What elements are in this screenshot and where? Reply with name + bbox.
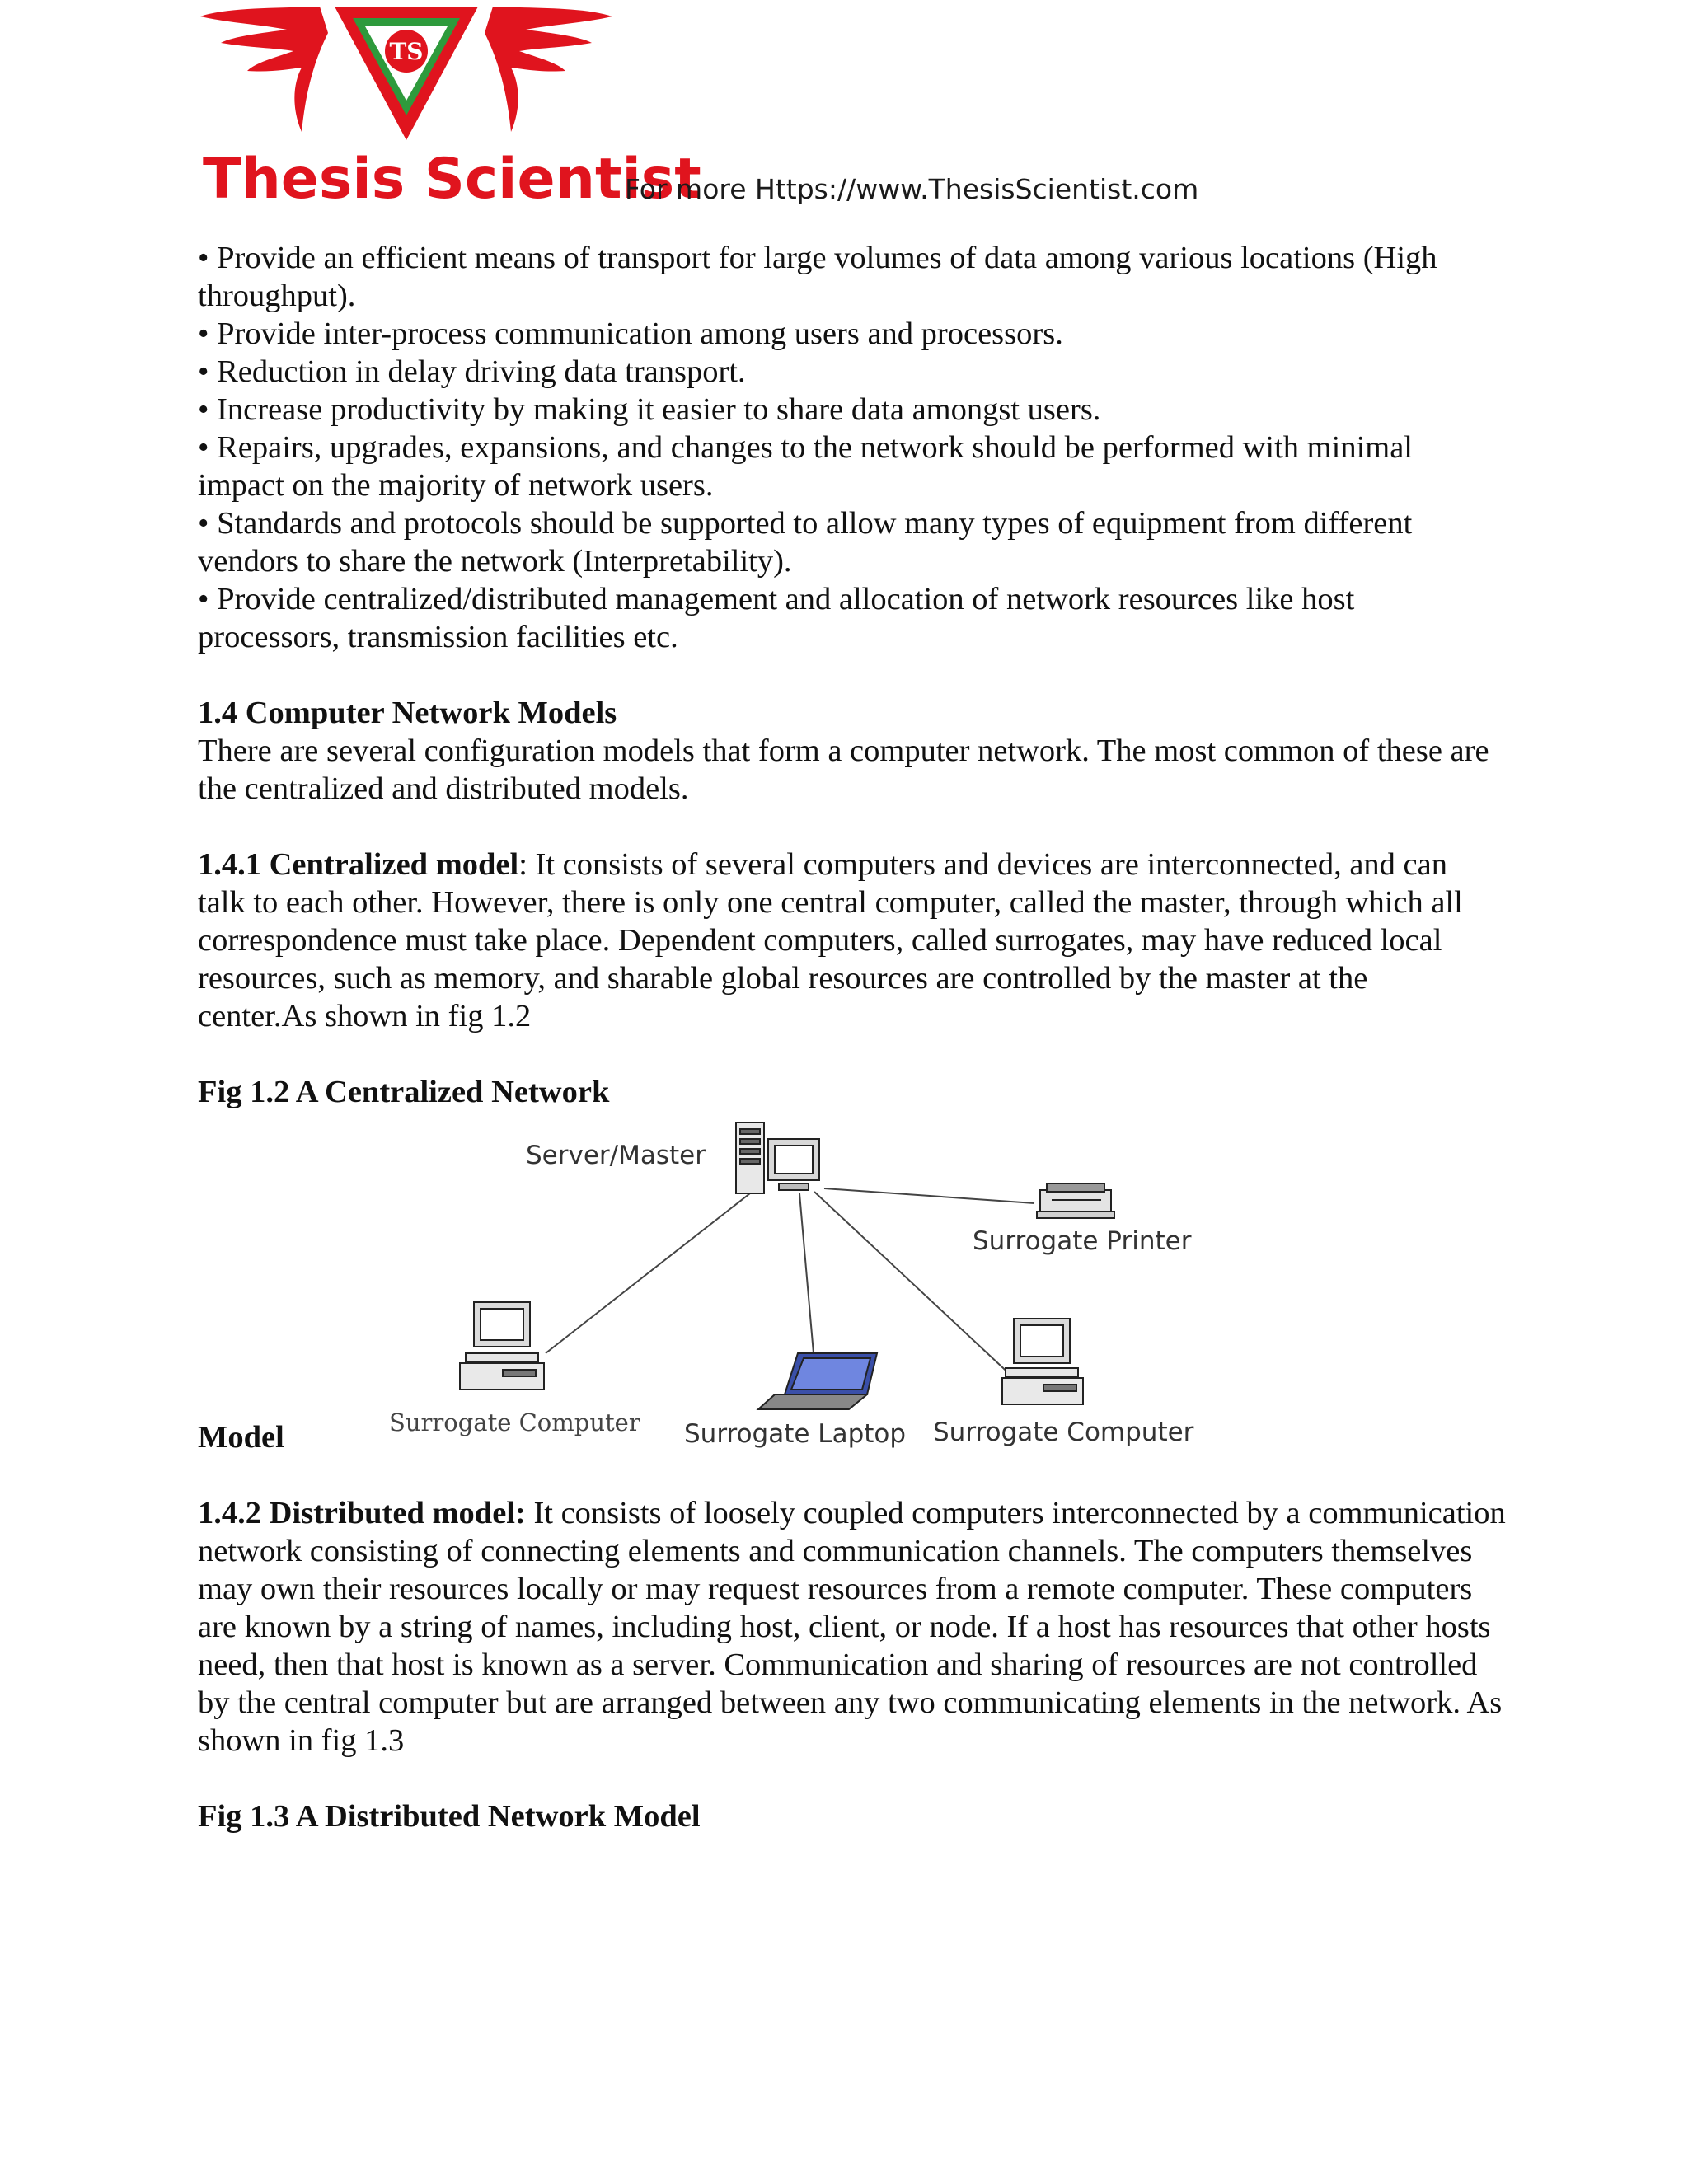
figure-1-2-title-continued: Model	[198, 1420, 284, 1455]
document-body-lower	[198, 1494, 1517, 1835]
computer-left-icon	[460, 1302, 544, 1390]
centralized-model-text: : It consists of several computers and devices are interconnected, and can talk to each other. However, there is only one central computer, called the master, through which all correspondence must take place. Dependent computers, called surrogates, may have reduced local resources, such as memory, and sharable global resources are controlled by the master at the center.As shown in fig 1.2	[198, 847, 1463, 1033]
section-paragraph-1-4-2	[198, 1494, 1517, 1760]
bullet-item: • Standards and protocols should be supported to allow many types of equipment from different vendors to share the network (Interpretability).	[198, 506, 1413, 579]
laptop-icon	[758, 1353, 877, 1409]
link-server-printer	[824, 1188, 1034, 1203]
bullet-item: • Provide an efficient means of transport for large volumes of data among various locations (High throughput).	[198, 241, 1437, 313]
distributed-model-text: It consists of loosely coupled computers interconnected by a communication network consisting of connecting elements and communication channels. The computers themselves may own their resources locally or may request resources from a remote computer. These computers are known by a string of names, including host, client, or node. If a host has resources that other hosts need, then that host is known as a server. Communication and sharing of resources are not controlled by the central computer but are arranged between any two communicating elements in the network. As shown in fig 1.3	[198, 1496, 1506, 1758]
thesis-scientist-logo	[196, 0, 701, 214]
label-surrogate-computer-right: Surrogate Computer	[933, 1418, 1194, 1447]
section-paragraph-1-4-1	[198, 846, 1492, 1035]
left-wing-icon	[200, 7, 328, 132]
label-server-master: Server/Master	[526, 1141, 706, 1170]
label-surrogate-printer: Surrogate Printer	[973, 1226, 1192, 1256]
bullet-list	[198, 239, 1492, 656]
computer-right-icon	[1002, 1319, 1083, 1404]
document-body	[198, 239, 1492, 1111]
section-heading-1-4: 1.4 Computer Network Models	[198, 696, 617, 730]
network-links	[546, 1188, 1034, 1378]
bullet-item: • Provide inter-process communication among users and processors.	[198, 316, 1063, 351]
link-server-computer-left	[546, 1193, 750, 1353]
logo-wordmark: Thesis Scientist	[203, 147, 701, 212]
figure-1-3-title: Fig 1.3 A Distributed Network Model	[198, 1799, 701, 1834]
link-server-computer-right	[814, 1192, 1014, 1378]
term-distributed-model: 1.4.2 Distributed model:	[198, 1496, 526, 1530]
section-text-1-4: There are several configuration models that form a computer network. The most common of these are the centralized and distributed models.	[198, 733, 1489, 806]
label-surrogate-laptop: Surrogate Laptop	[684, 1419, 907, 1449]
bullet-item: • Reduction in delay driving data transport.	[198, 354, 746, 389]
bullet-item: • Provide centralized/distributed management and allocation of network resources like host processors, transmission facilities etc.	[198, 582, 1355, 654]
bullet-item: • Repairs, upgrades, expansions, and changes to the network should be performed with minimal impact on the majority of network users.	[198, 430, 1413, 503]
link-server-laptop	[799, 1193, 814, 1353]
triangle-shield-icon	[335, 7, 478, 140]
printer-icon	[1037, 1183, 1114, 1218]
centralized-network-diagram	[363, 1114, 1253, 1449]
server-master-icon	[736, 1122, 819, 1193]
logo-badge: TS	[389, 38, 424, 65]
term-centralized-model: 1.4.1 Centralized model	[198, 847, 519, 882]
bullet-item: • Increase productivity by making it easier to share data amongst users.	[198, 392, 1101, 427]
figure-1-2-title: Fig 1.2 A Centralized Network	[198, 1075, 610, 1109]
right-wing-icon	[485, 7, 612, 132]
label-surrogate-computer-left: Surrogate Computer	[389, 1408, 640, 1436]
site-url-line: For more Https://www.ThesisScientist.com	[625, 173, 1199, 205]
